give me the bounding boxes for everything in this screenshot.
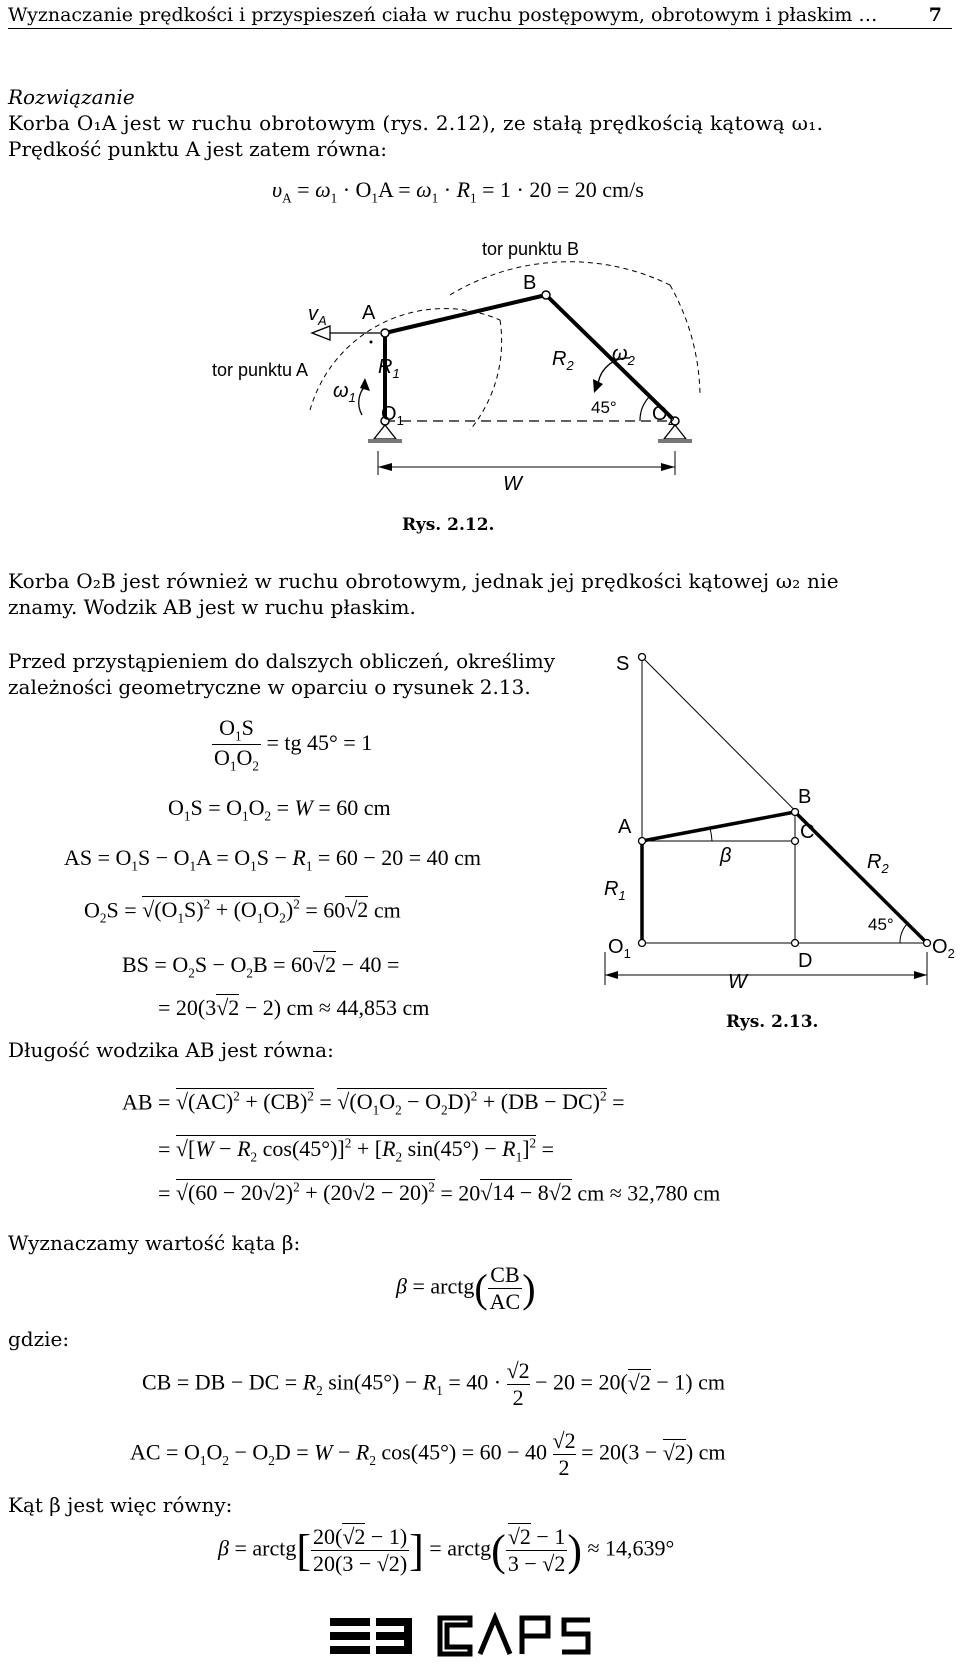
- label-angle-45: 45°: [868, 915, 894, 934]
- dim-arrow-left: [378, 463, 392, 471]
- equation-as: AS = $O_1S - O_1A = O_1S - R_1 = 60 - 20 = 40$ cm: [64, 845, 482, 874]
- label-o2: $O_2$: [932, 936, 955, 961]
- label-w: W: [503, 473, 522, 495]
- point-s: [639, 654, 646, 661]
- equation-o1s: $O_1S = O_1O_2 = W = 60$ cm: [168, 795, 391, 824]
- caption-2-12: Rys. 2.12.: [402, 515, 495, 535]
- label-omega1: $\omega_1$: [333, 380, 356, 405]
- equation-ac: AC = $O_1O_2 - O_2D = W - R_2$ cos(45°) = 60 − 40 $\frac{√2}{2}$ = 20(3 − √2) cm: [130, 1428, 726, 1480]
- solution-label: Rozwiązanie: [8, 85, 135, 109]
- support-o2-base: [658, 439, 692, 443]
- angle-arc: [640, 396, 650, 421]
- equation-bs-1: BS = $O_2S - O_2B = 60√2 - 40$ =: [122, 952, 400, 981]
- label-a: A: [618, 816, 632, 838]
- point-o2: [924, 940, 931, 947]
- equation-cb: CB = DB − DC = $R_2$ $\sin(45^\circ) - R_1 = 40$ · $\frac{√2}{2}$ − 20 = 20(√2 − 1) cm: [142, 1358, 725, 1410]
- label-omega2: $\omega_2$: [612, 343, 635, 368]
- label-r2: $R_2$: [867, 851, 889, 876]
- label-o2: $O_2$: [652, 403, 675, 428]
- label-tor-b: tor punktu B: [482, 239, 580, 259]
- label-tor-a: tor punktu A: [212, 360, 309, 380]
- label-r1: $R_1$: [604, 878, 626, 903]
- rod-ab: [385, 295, 546, 333]
- trajectory-b: [450, 262, 670, 295]
- paragraph-2-line-2: znamy. Wodzik AB jest w ruchu płaskim.: [8, 595, 416, 619]
- figure-2-12: [200, 235, 760, 535]
- label-angle-45: 45°: [591, 398, 617, 417]
- dim-arrow-right: [914, 971, 927, 979]
- header-title: Wyznaczanie prędkości i przyspieszeń ciała w ruchu postępowym, obrotowym i płaskim …: [8, 4, 878, 26]
- support-o1: [374, 425, 396, 439]
- label-b: B: [523, 272, 537, 294]
- omega1-arrowhead: [360, 378, 370, 391]
- point-a: [639, 838, 646, 845]
- paragraph-3-line-2: zależności geometryczne w oparciu o rysunek 2.13.: [8, 675, 531, 699]
- point-b: [792, 809, 799, 816]
- point-c: [792, 838, 799, 845]
- equation-bs-2: = 20(3√2 − 2) cm ≈ 44,853 cm: [158, 995, 430, 1020]
- joint-a: [381, 329, 389, 337]
- text-gdzie: gdzie:: [8, 1327, 70, 1351]
- equation-beta-final: β = arctg[ $\frac{20(√2 - 1)}{20(3 - √2)}$ ] = arctg( $\frac{√2 - 1}{3 - √2}$ ) ≈ 14,639°: [218, 1524, 675, 1576]
- equation-o2s: $O_2S = √(O_1S)^2 + (O_1O_2)^2 = 60√2$ cm: [84, 897, 401, 926]
- label-r1: $R_1$: [378, 356, 400, 381]
- velocity-dot: [370, 341, 373, 344]
- dim-arrow-left: [605, 971, 618, 979]
- paragraph-3-line-1: Przed przystąpieniem do dalszych obliczeń, określimy: [8, 649, 555, 673]
- angle-arc-45: [900, 924, 907, 943]
- label-d: D: [798, 950, 813, 972]
- crank-o2b: [795, 812, 927, 943]
- paragraph-1-line-2: Prędkość punktu A jest zatem równa:: [8, 137, 388, 161]
- joint-b: [542, 291, 550, 299]
- point-o1: [639, 940, 646, 947]
- point-d: [792, 940, 799, 947]
- text-ab-length: Długość wodzika AB jest równa:: [8, 1038, 334, 1062]
- label-s: S: [616, 653, 630, 675]
- text-kat-beta: Kąt β jest więc równy:: [8, 1493, 233, 1517]
- equation-tg: $\frac{O_1S}{O_1O_2}$ = tg 45° = 1: [214, 715, 373, 774]
- label-a: A: [362, 302, 376, 324]
- page-number: 7: [928, 4, 942, 26]
- trajectory-a-right: [470, 320, 502, 430]
- omega1-arrow: [359, 385, 366, 415]
- equation-ab-2: = $√[W - R_2$ $\cos(45^\circ)]^2 + [R_2$ $\sin(45^\circ) - R_1]^2$ =: [158, 1136, 555, 1165]
- label-o1: $O_1$: [381, 403, 404, 428]
- equation-ab-3: = $√(60 - 20√2)^2 + (20√2 - 20)^2 = 20√14 - 8√2$ cm ≈ 32,780 cm: [158, 1180, 721, 1206]
- label-r2: $R_2$: [552, 348, 574, 373]
- equation-beta: β = arctg( $\frac{CB}{AC}$ ): [396, 1262, 536, 1314]
- rod-ab: [642, 812, 795, 841]
- equation-va: $\upsilon_A = \omega_1 \cdot O_1A = \omega_1 \cdot R_1 = 1 \cdot 20 = 20$ cm/s: [272, 177, 644, 206]
- figure-2-13: [600, 640, 960, 1020]
- label-c: C: [800, 821, 815, 843]
- page-header: [8, 2, 952, 29]
- support-o1-base: [368, 439, 402, 443]
- label-w: W: [728, 971, 747, 993]
- caption-2-13: Rys. 2.13.: [726, 1012, 819, 1032]
- label-o1: $O_1$: [608, 936, 631, 961]
- text-beta: Wyznaczamy wartość kąta β:: [8, 1231, 301, 1255]
- paragraph-2-line-1: Korba O₂B jest również w ruchu obrotowym, jednak jej prędkości kątowej ω₂ nie: [8, 569, 839, 593]
- paragraph-1-line-1: Korba O₁A jest w ruchu obrotowym (rys. 2.12), ze stałą prędkością kątową ω₁.: [8, 111, 824, 135]
- beta-arc: [710, 828, 712, 841]
- velocity-arrowhead: [312, 326, 330, 340]
- label-va: $v_A$: [308, 303, 327, 328]
- e3caps-logo: [330, 1612, 610, 1660]
- trajectory-b-right: [670, 285, 700, 395]
- label-b: B: [798, 786, 812, 808]
- equation-ab-1: AB = $√(AC)^2 + (CB)^2 = √(O_1O_2 - O_2D)^2 + (DB - DC)^2$ =: [122, 1089, 625, 1118]
- dim-arrow-right: [661, 463, 675, 471]
- label-beta: β: [720, 845, 732, 867]
